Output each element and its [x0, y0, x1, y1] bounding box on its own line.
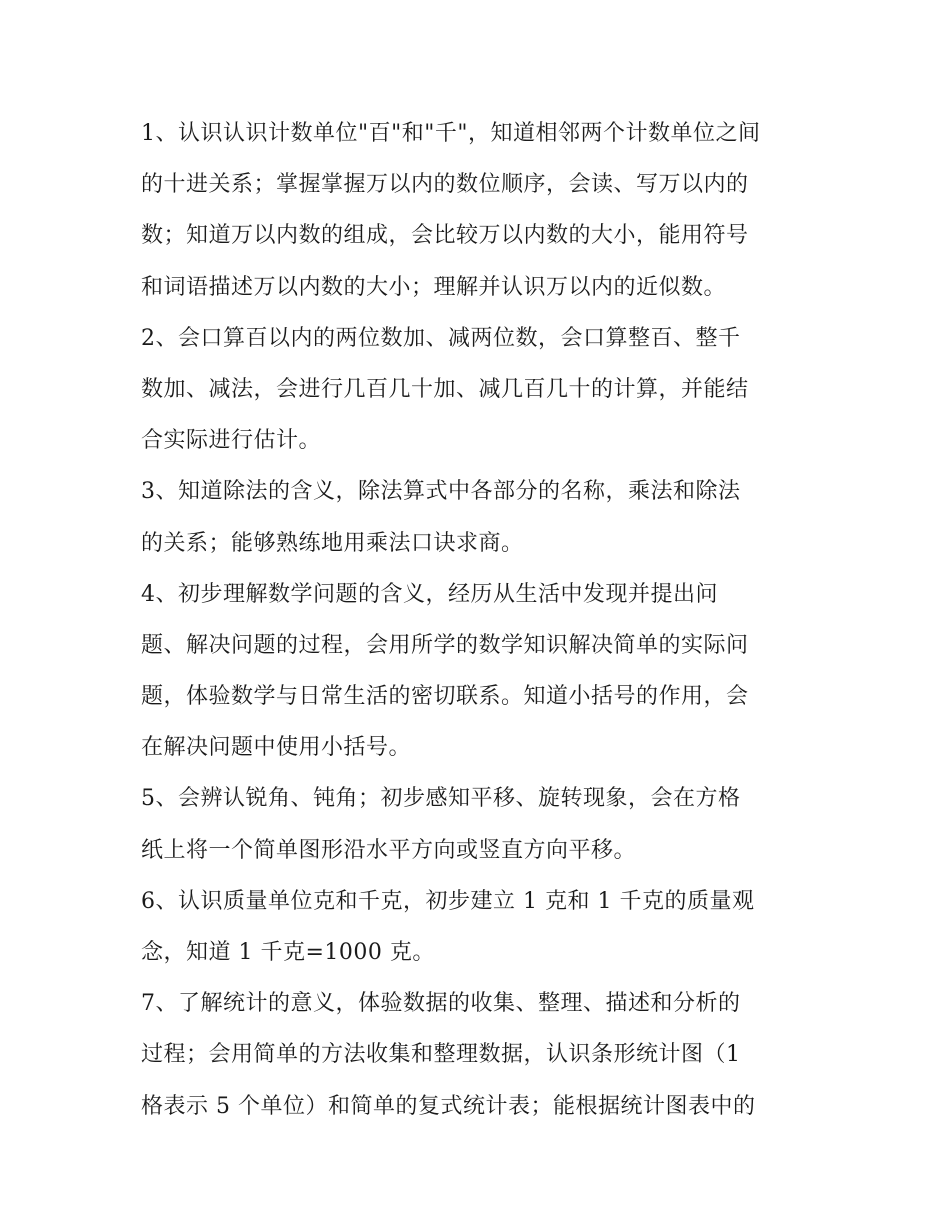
text-line: 念，知道 1 千克=1000 克。: [141, 940, 435, 965]
text-line: 7、了解统计的意义，体验数据的收集、整理、描述和分析的: [141, 991, 741, 1017]
text-line: 数加、减法，会进行几百几十加、减几百几十的计算，并能结: [141, 376, 749, 402]
text-line: 过程；会用简单的方法收集和整理数据，认识条形统计图（1: [141, 1042, 741, 1068]
text-line: 数；知道万以内数的组成，会比较万以内数的大小，能用符号: [141, 223, 749, 249]
text-line: 和词语描述万以内数的大小；理解并认识万以内的近似数。: [141, 274, 727, 300]
text-line: 格表示 5 个单位）和简单的复式统计表；能根据统计图表中的: [141, 1093, 756, 1119]
text-line: 4、初步理解数学问题的含义，经历从生活中发现并提出问: [141, 581, 718, 607]
text-line: 5、会辨认锐角、钝角；初步感知平移、旋转现象，会在方格: [141, 786, 741, 812]
text-line: 的关系；能够熟练地用乘法口诀求商。: [141, 530, 524, 556]
text-line: 3、知道除法的含义，除法算式中各部分的名称，乘法和除法: [141, 479, 741, 505]
text-line: 合实际进行估计。: [141, 428, 322, 454]
text-line: 6、认识质量单位克和千克，初步建立 1 克和 1 千克的质量观: [141, 888, 755, 914]
text-line: 1、认识认识计数单位"百"和"千"，知道相邻两个计数单位之间: [141, 121, 761, 146]
text-line: 题，体验数学与日常生活的密切联系。知道小括号的作用，会: [141, 684, 749, 710]
text-line: 纸上将一个简单图形沿水平方向或竖直方向平移。: [141, 837, 637, 863]
text-line: 的十进关系；掌握掌握万以内的数位顺序，会读、写万以内的: [141, 172, 749, 198]
text-line: 在解决问题中使用小括号。: [141, 735, 412, 761]
document-body: [141, 108, 813, 1132]
text-line: 题、解决问题的过程，会用所学的数学知识解决简单的实际问: [141, 632, 749, 658]
text-line: 2、会口算百以内的两位数加、减两位数，会口算整百、整千: [141, 325, 741, 351]
